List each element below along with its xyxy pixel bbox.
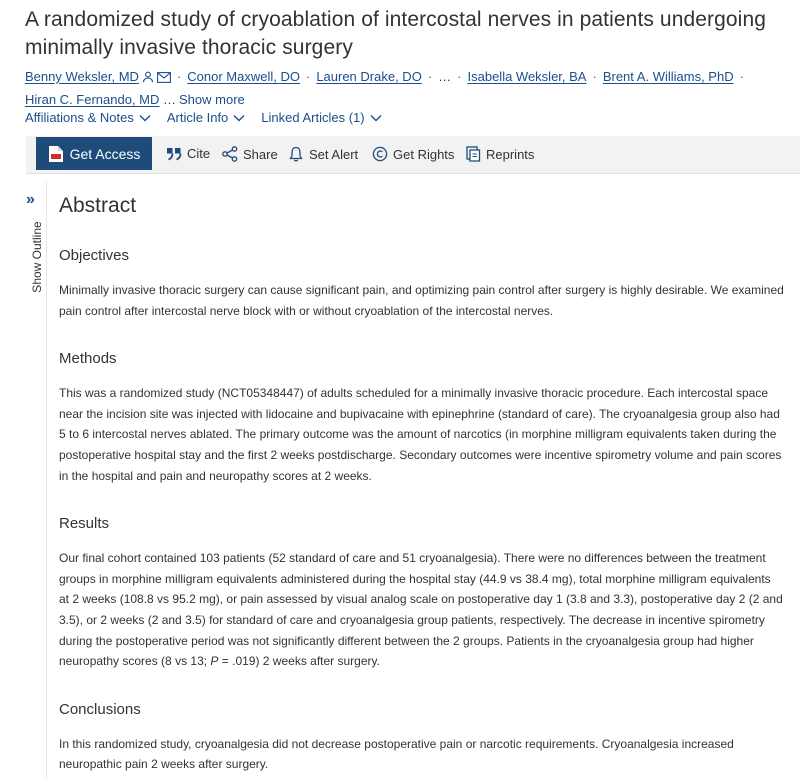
show-more-authors-link[interactable]: Show more xyxy=(179,92,245,107)
conclusions-text: In this randomized study, cryoanalgesia did not decrease postoperative pain or narcotic requirements. Cryoanalgesia increased neuropathic pain 2 weeks after surgery. xyxy=(59,736,734,772)
chevron-down-icon xyxy=(233,114,245,122)
outline-divider xyxy=(46,182,47,778)
author-separator: · xyxy=(427,69,433,84)
share-icon xyxy=(222,146,238,162)
author-link[interactable]: Hiran C. Fernando, MD xyxy=(25,92,160,107)
conclusions-heading: Conclusions xyxy=(59,700,141,718)
objectives-text: Minimally invasive thoracic surgery can cause significant pain, and optimizing pain control after surgery is highly desirable. We examined pain control after intercostal nerve block with or without cryoablation of the intercostal nerves. xyxy=(59,283,784,318)
objectives-section xyxy=(59,246,784,321)
author-ellipsis[interactable]: … xyxy=(438,69,452,84)
methods-text: This was a randomized study (NCT05348447) of adults scheduled for a minimally invasive thoracic procedure. Each intercostal space near the incision site was injected with lidocaine and bupivacaine with epinephrine (standard of care). The cryoanalgesia group also had 5 to 6 intercostal nerves ablated. The primary outcome was the amount of narcotics (in morphine milligram equivalents taken during the postoperative hospital stay and the first 2 weeks postdischarge. Secondary outcomes were incentive spirometry volume and pain scores in the hospital and pain and neuropathy scores at 2 weeks. xyxy=(59,386,782,483)
methods-section xyxy=(59,349,784,486)
article-title: A randomized study of cryoablation of intercostal nerves in patients undergoing minimally invasive thoracic surgery xyxy=(25,8,767,59)
chevron-down-icon xyxy=(370,114,382,122)
abstract-section xyxy=(59,190,784,775)
author-separator: · xyxy=(592,69,597,84)
double-chevron-right-icon: » xyxy=(26,191,35,208)
copyright-icon xyxy=(372,146,388,162)
methods-heading: Methods xyxy=(59,350,117,368)
get-access-label: Get Access xyxy=(69,145,141,162)
article-info-label: Article Info xyxy=(166,110,229,125)
results-section xyxy=(59,514,784,672)
email-icon[interactable] xyxy=(157,68,171,89)
affiliations-notes-toggle[interactable] xyxy=(25,110,151,125)
article-info-links xyxy=(25,110,382,125)
linked-articles-toggle[interactable] xyxy=(261,110,381,125)
chevron-down-icon xyxy=(139,114,151,122)
get-rights-button[interactable] xyxy=(372,146,454,162)
results-text-part-2: = .019) 2 weeks after surgery. xyxy=(218,654,380,669)
author-link[interactable]: Benny Weksler, MD xyxy=(25,69,139,84)
author-link[interactable]: Isabella Weksler, BA xyxy=(467,69,587,84)
author-list xyxy=(25,66,785,110)
article-info-toggle[interactable] xyxy=(167,110,245,125)
pdf-icon xyxy=(48,145,64,163)
author-link[interactable]: Conor Maxwell, DO xyxy=(187,69,300,84)
cite-label: Cite xyxy=(187,146,211,161)
abstract-heading: Abstract xyxy=(59,194,137,217)
linked-articles-label: Linked Articles (1) xyxy=(261,110,365,125)
article-toolbar xyxy=(26,136,800,174)
results-text xyxy=(59,548,784,672)
set-alert-button[interactable] xyxy=(288,146,358,162)
cite-button[interactable] xyxy=(166,146,210,161)
share-button[interactable] xyxy=(222,146,278,162)
objectives-heading: Objectives xyxy=(59,247,130,264)
set-alert-label: Set Alert xyxy=(309,146,359,162)
author-separator: · xyxy=(176,69,182,84)
conclusions-section xyxy=(59,700,784,775)
person-icon[interactable] xyxy=(142,68,154,89)
affiliations-label: Affiliations & Notes xyxy=(25,110,134,125)
results-heading: Results xyxy=(59,515,110,533)
results-text-part-1: Our final cohort contained 103 patients (52 standard of care and 51 cryoanalgesia). There were no differences between the treatment groups in morphine milligram equivalents administered during the hospital stay (44.9 vs 38.4 mg), total morphine milligram equivalents at 2 weeks (108.8 vs 95.2 mg), or pain assessed by visual analog scale on postoperative day 1 (3.8 and 3.3), postoperative day 2 (2 and 3.5), or 2 weeks (2 and 3.5) for standard of care and cryoanalgesia group patients, respectively. The decrease in incentive spirometry during the postoperative period was not significantly different between the 2 groups. Patients in the cryoanalgesia group had higher neuropathy scores (8 vs 13; xyxy=(59,551,783,669)
p-value-symbol: P xyxy=(210,654,219,669)
author-separator: · xyxy=(457,69,462,84)
reprints-label: Reprints xyxy=(486,146,535,162)
author-separator: · xyxy=(305,69,311,84)
author-link[interactable]: Lauren Drake, DO xyxy=(316,69,422,84)
quote-icon xyxy=(166,147,182,161)
reprints-button[interactable] xyxy=(466,146,534,162)
share-label: Share xyxy=(243,146,278,162)
author-link[interactable]: Brent A. Williams, PhD xyxy=(602,69,734,84)
get-access-button[interactable] xyxy=(36,137,152,170)
author-ellipsis: … xyxy=(163,92,177,107)
show-outline-label: Show Outline xyxy=(30,221,44,293)
get-rights-label: Get Rights xyxy=(393,146,455,162)
author-separator: · xyxy=(739,69,744,84)
bell-icon xyxy=(288,146,304,162)
reprints-icon xyxy=(466,146,481,162)
